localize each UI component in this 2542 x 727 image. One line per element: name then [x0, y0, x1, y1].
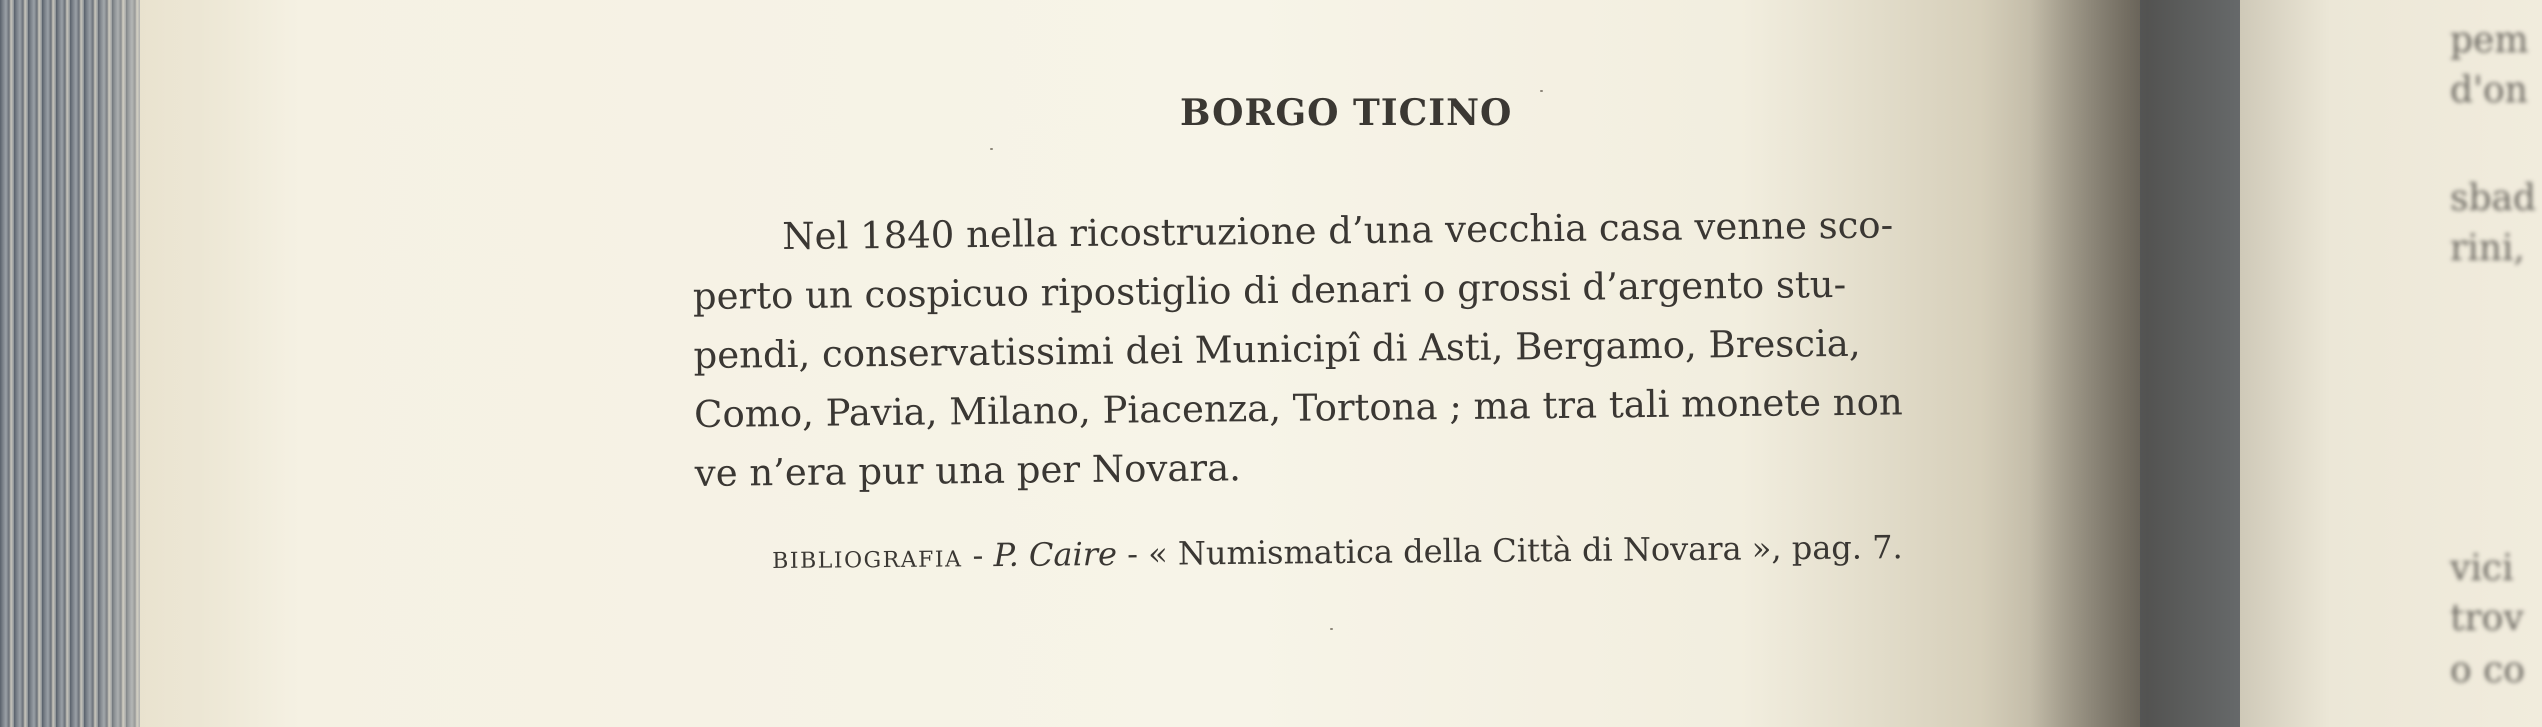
paragraph-line: ve n’era pur una per Novara.: [694, 446, 1242, 495]
bibliography-separator: -: [962, 536, 994, 575]
page-edge-shadow: [90, 0, 200, 727]
bibliography-work: « Numismatica della Città di Novara », pag. 7.: [1147, 528, 1903, 573]
paragraph-line: perto un cospicuo ripostiglio di denari o grossi d’argento stu-: [692, 262, 1847, 318]
paper-speck: [990, 148, 993, 150]
facing-page-fragment: trov: [2450, 598, 2524, 639]
paper-speck: [1330, 628, 1333, 630]
facing-page-fragment: pem: [2450, 20, 2529, 61]
bibliography-label: BIBLIOGRAFIA: [772, 547, 963, 574]
bibliography-separator: -: [1116, 534, 1149, 573]
facing-page-fragment: sbad: [2450, 178, 2537, 219]
facing-page-fragment: vici: [2450, 548, 2514, 589]
facing-page-fragment: d'on: [2450, 70, 2528, 111]
paper-speck: [1540, 90, 1543, 92]
paragraph-line: pendi, conservatissimi dei Municipî di Asti, Bergamo, Brescia,: [693, 321, 1861, 377]
paragraph-line: Como, Pavia, Milano, Piacenza, Tortona ; ma tra tali monete non: [693, 380, 1903, 436]
paragraph-line: Nel 1840 nella ricostruzione d’una vecchia casa venne sco-: [782, 203, 1894, 259]
bibliography-author: P. Caire: [993, 534, 1118, 575]
facing-page-fragment: rini,: [2450, 228, 2525, 269]
body-paragraph: [692, 194, 2035, 503]
page-title: BORGO TICINO: [1180, 92, 1513, 134]
facing-page: [2240, 0, 2542, 727]
facing-page-fragment: o co: [2450, 650, 2525, 691]
